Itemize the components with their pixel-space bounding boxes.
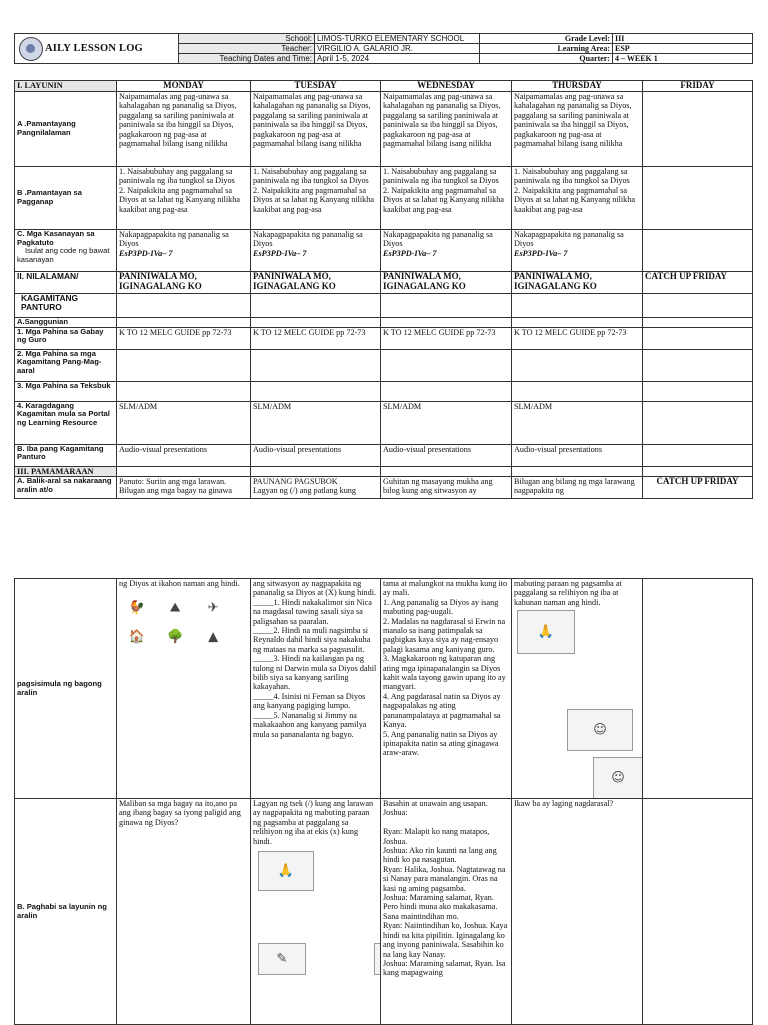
row-label: B. Iba pang Kagamitang Panturo xyxy=(15,444,117,466)
empty-cell xyxy=(512,466,643,476)
day-thursday: THURSDAY xyxy=(512,81,643,92)
content-text: PANINIWALA MO, IGINAGALANG KO xyxy=(117,272,251,294)
empty-cell xyxy=(251,466,381,476)
balik-aral-continued-row xyxy=(15,579,753,799)
family-picture: ☺ xyxy=(593,757,642,799)
picture-grid xyxy=(119,625,248,651)
cell-text: K TO 12 MELC GUIDE pp 72-73 xyxy=(117,327,251,349)
mountain-icon: ▲ xyxy=(208,629,219,645)
cell-text: Audio-visual presentations xyxy=(251,444,381,466)
cell-text: K TO 12 MELC GUIDE pp 72-73 xyxy=(251,327,381,349)
empty-cell xyxy=(251,294,381,318)
tuesday-cell: ang sitwasyon ay nagpapakita ng pananalig sa Diyos at (X) kung hindi. _____1. Hindi nakakalimot sin Nica na magdasal tuwing sasali siya sa paligsahan sa paaralan. _____2. Hindi na muli nagsimba si Reynaldo dahil hindi siya nakakuha ng mataas na marka sa pagsusulit. _____3. Hindi na kailangan pa ng tulong ni Darwin mula sa Diyos dahil bilib siya sa kanyang sariling kakayahan. _____4. Isinisi ni Fernan sa Diyos ang kanyang pagiging lumpo. _____5. Nananalig si Jimmy na makakaahon ang kanyang pamilya mula sa pananalanta ng bagyo. xyxy=(251,579,381,799)
row-label: 2. Mga Pahina sa mga Kagamitang Pang-Mag- aaral xyxy=(15,349,117,381)
row-label: A .Pamantayang Pangnilalaman xyxy=(15,92,117,167)
row-label: B. Paghabi sa layunin ng aralin xyxy=(15,799,117,1025)
day-monday: MONDAY xyxy=(117,81,251,92)
empty-cell xyxy=(117,318,251,328)
lesson-table-page-2 xyxy=(14,578,753,1025)
checklist-pictures xyxy=(253,846,378,996)
paghabi-row xyxy=(15,799,753,1025)
cell-text: Naipamamalas ang pag-unawa sa kahalagahan ng pananalig sa Diyos, paggalang sa sariling paniniwala at paniniwala sa iba hinggil sa Diyos, pagkakaroon ng pag-asa at pagmamahal bilang isang nilikha xyxy=(512,92,643,167)
quarter-value: 4 – WEEK 1 xyxy=(613,54,753,64)
skill-text: Nakapagpapakita ng pananalig sa Diyos xyxy=(253,230,363,249)
empty-cell xyxy=(512,318,643,328)
cell-text: K TO 12 MELC GUIDE pp 72-73 xyxy=(381,327,512,349)
area-value: ESP xyxy=(613,44,753,54)
row-label: KAGAMITANG PANTURO xyxy=(15,294,117,318)
cell-text: 1. Naisabubuhay ang paggalang sa paniniwala ng iba tungkol sa Diyos 2. Naipakikita ang pagmamahal sa Diyos at sa lahat ng Kanyang nilikha kaakibat ang pag-asa xyxy=(381,167,512,230)
cell-text: ng Diyos at ikahon naman ang hindi. xyxy=(119,579,240,588)
cell-text xyxy=(381,230,512,272)
empty-cell xyxy=(512,294,643,318)
empty-cell xyxy=(117,466,251,476)
catch-up-friday: CATCH UP FRIDAY xyxy=(643,272,753,294)
cell-text: mabuting paraan ng pagsamba at paggalang sa relihiyon ng iba at kahunan naman ang hindi. xyxy=(514,579,622,607)
empty-cell xyxy=(381,349,512,381)
empty-cell xyxy=(512,381,643,401)
cell-text: Ikaw ba ay laging nagdarasal? xyxy=(512,799,643,1025)
pamantayang-pangnilalaman-row xyxy=(15,92,753,167)
cell-text: Guhitan ng masayang mukha ang bilog kung ang sitwasyon ay xyxy=(381,477,512,499)
empty-cell xyxy=(643,230,753,272)
cell-text xyxy=(117,230,251,272)
row-label xyxy=(15,230,117,272)
row-label: A. Balik-aral sa nakaraang aralin at/o xyxy=(15,477,117,499)
empty-cell xyxy=(643,466,753,476)
cell-text: Audio-visual presentations xyxy=(381,444,512,466)
people-fighting-picture xyxy=(374,943,380,975)
cell-text: Bilugan ang bilang ng mga larawang nagpapakita ng xyxy=(512,477,643,499)
pamantayan-sa-pagganap-row xyxy=(15,167,753,230)
empty-cell xyxy=(117,349,251,381)
empty-cell xyxy=(381,381,512,401)
empty-cell xyxy=(381,294,512,318)
quarter-label: Quarter: xyxy=(480,54,613,64)
empty-cell xyxy=(381,318,512,328)
teksbuk-row xyxy=(15,381,753,401)
row-label: II. NILALAMAN/ xyxy=(15,272,117,294)
skill-code: EsP3PD-IVa– 7 xyxy=(383,248,437,258)
empty-cell xyxy=(381,466,512,476)
wednesday-cell: Basahin at unawain ang usapan. Joshua: Ryan: Malapit ko nang matapos, Joshua. Joshua: Ako rin kaunti na lang ang hindi ko pa nasagutan. Ryan: Halika, Joshua. Nagtatawag na si Nanay para manalangin. Oras na kasi ng aming pagsamba. Joshua: Maraming salamat, Ryan. Pero hindi muna ako makakasama. Sana maintindihan mo. Ryan: Naiintindihan ko, Joshua. Kaya hindi na kita pipilitin. Iginagalang ko ang inyong paniniwala. Sasabihin ko na lang kay Nanay. Joshua: Maraming salamat, Ryan. Isa kang mapagwaing xyxy=(381,799,512,1025)
family-praying-picture: 🙏 xyxy=(258,851,314,891)
layunin-heading: I. LAYUNIN xyxy=(15,81,117,92)
picture-area xyxy=(514,607,640,785)
empty-cell xyxy=(643,327,753,349)
content-text: PANINIWALA MO, IGINAGALANG KO xyxy=(381,272,512,294)
school-value: LIMOS-TURKO ELEMENTARY SCHOOL xyxy=(315,34,480,44)
catch-up-friday: CATCH UP FRIDAY xyxy=(643,477,753,499)
cell-text: 1. Naisabubuhay ang paggalang sa paniniwala ng iba tungkol sa Diyos 2. Naipakikita ang pagmamahal sa Diyos at sa lahat ng Kanyang nilikha kaakibat ang pag-asa xyxy=(117,167,251,230)
empty-cell xyxy=(643,349,753,381)
cell-text: PAUNANG PAGSUBOK Lagyan ng (/) ang patlang kung xyxy=(251,477,381,499)
iba-pang-kagamitan-row xyxy=(15,444,753,466)
tree-icon: 🌳 xyxy=(166,629,184,645)
lesson-table xyxy=(14,80,753,499)
day-friday: FRIDAY xyxy=(643,81,753,92)
empty-cell xyxy=(251,349,381,381)
kagamitang-pang-mag-aaral-row xyxy=(15,349,753,381)
grade-label: Grade Level: xyxy=(480,34,613,44)
cell-text: SLM/ADM xyxy=(251,401,381,444)
cell-text: Panuto: Suriin ang mga larawan. Bilugan ang mga bagay na ginawa xyxy=(117,477,251,499)
row-label: 3. Mga Pahina sa Teksbuk xyxy=(15,381,117,401)
cell-text xyxy=(251,230,381,272)
landscape-icon: ⛰ xyxy=(169,600,181,616)
pamamaraan-heading: III. PAMAMARAAN xyxy=(15,466,117,476)
cell-text: K TO 12 MELC GUIDE pp 72-73 xyxy=(512,327,643,349)
cell-text: Lagyan ng tsek (/) kung ang larawan ay nagpapakita ng mabuting paraan ng pagsamba at paggalang sa relihiyon ng iba at ekis (x) kung hindi. xyxy=(253,799,374,846)
header-table xyxy=(14,33,753,64)
nilalaman-row xyxy=(15,272,753,294)
teacher-value: VIRGILIO A. GALARIO JR. xyxy=(315,44,480,54)
row-label: pagsisimula ng bagong aralin xyxy=(15,579,117,799)
thursday-cell xyxy=(512,579,643,799)
cell-text: SLM/ADM xyxy=(117,401,251,444)
empty-cell xyxy=(643,167,753,230)
day-tuesday: TUESDAY xyxy=(251,81,381,92)
row-sublabel: Isulat ang code ng bawat kasanayan xyxy=(17,246,110,264)
tuesday-cell xyxy=(251,799,381,1025)
row-label: 1. Mga Pahina sa Gabay ng Guro xyxy=(15,327,117,349)
skill-code: EsP3PD-IVa– 7 xyxy=(119,248,173,258)
teacher-label: Teacher: xyxy=(179,44,315,54)
day-header-row xyxy=(15,81,753,92)
header-logo-cell xyxy=(15,34,179,64)
house-icon: 🏠 xyxy=(128,629,146,645)
kasanayan-row xyxy=(15,230,753,272)
cell-text: SLM/ADM xyxy=(381,401,512,444)
school-label: School: xyxy=(179,34,315,44)
picture-grid xyxy=(119,596,248,622)
hen-icon: 🐓 xyxy=(128,600,146,616)
airplane-icon: ✈ xyxy=(207,600,219,616)
cell-text: Audio-visual presentations xyxy=(512,444,643,466)
skill-code: EsP3PD-IVa– 7 xyxy=(514,248,568,258)
monday-cell xyxy=(117,579,251,799)
empty-cell xyxy=(643,294,753,318)
pamamaraan-row xyxy=(15,466,753,476)
empty-cell xyxy=(512,349,643,381)
empty-cell xyxy=(117,294,251,318)
karagdagang-kagamitan-row xyxy=(15,401,753,444)
skill-text: Nakapagpapakita ng pananalig sa Diyos xyxy=(514,230,624,249)
empty-cell xyxy=(643,381,753,401)
kagamitan-row xyxy=(15,294,753,318)
child-at-desk-picture: ✎ xyxy=(258,943,306,975)
cell-text: Audio-visual presentations xyxy=(117,444,251,466)
cell-text: Naipamamalas ang pag-unawa sa kahalagahan ng pananalig sa Diyos, paggalang sa sariling paniniwala at paniniwala sa iba hinggil sa Diyos, pagkakaroon ng pag-asa at pagmamahal bilang isang nilikha xyxy=(381,92,512,167)
cell-text: Maliban sa mga bagay na ito,ano pa ang ibang bagay sa iyong paligid ang ginawa ng Diyos? xyxy=(117,799,251,1025)
empty-cell xyxy=(643,318,753,328)
cell-text: 1. Naisabubuhay ang paggalang sa paniniwala ng iba tungkol sa Diyos 2. Naipakikita ang pagmamahal sa Diyos at sa lahat ng Kanyang nilikha kaakibat ang pag-asa xyxy=(251,167,381,230)
balik-aral-row xyxy=(15,477,753,499)
content-text: PANINIWALA MO, IGINAGALANG KO xyxy=(512,272,643,294)
day-wednesday: WEDNESDAY xyxy=(381,81,512,92)
wednesday-cell: tama at malungkot na mukha kung ito ay mali. 1. Ang pananalig sa Diyos ay isang mabuting pag-uugali. 2. Madalas na nagdarasal si Erwin na manalo sa isang patimpalak sa pagbigkas kaya siya ay nag-ensayo palagi kasama ang kaniyang guro. 3. Magkakaroon ng katuparan ang ating mga ipinapanalangin sa Diyos kahit wala tayong gawin upang ito ay mangyari. 4. Ang pagdarasal natin sa Diyos ay nagpapalakas ng ating pananampalataya at pagmamahal sa Kanya. 5. Ang pananalig natin sa Diyos ay ipinapakita natin sa ating ginagawa araw-araw. xyxy=(381,579,512,799)
row-label: B .Pamantayan sa Pagganap xyxy=(15,167,117,230)
cell-text: Naipamamalas ang pag-unawa sa kahalagahan ng pananalig sa Diyos, paggalang sa sariling paniniwala at paniniwala sa iba hinggil sa Diyos, pagkakaroon ng pag-asa at pagmamahal bilang isang nilikha xyxy=(251,92,381,167)
row-label-text: C. Mga Kasanayan sa Pagkatuto xyxy=(17,229,95,247)
empty-cell xyxy=(643,799,753,1025)
page-title: AILY LESSON LOG xyxy=(45,43,143,54)
dates-label: Teaching Dates and Time: xyxy=(179,54,315,64)
empty-cell xyxy=(251,318,381,328)
skill-code: EsP3PD-IVa– 7 xyxy=(253,248,307,258)
child-sleeping-picture: ☺ xyxy=(567,709,633,751)
row-label: A.Sanggunian xyxy=(15,318,117,328)
deped-seal-logo xyxy=(19,37,43,61)
skill-text: Nakapagpapakita ng pananalig sa Diyos xyxy=(383,230,493,249)
empty-cell xyxy=(643,401,753,444)
dates-value: April 1-5, 2024 xyxy=(315,54,480,64)
cell-text xyxy=(512,230,643,272)
children-praying-picture: 🙏 xyxy=(517,610,575,654)
empty-cell xyxy=(643,579,753,799)
empty-cell xyxy=(643,92,753,167)
empty-cell xyxy=(643,444,753,466)
sanggunian-row xyxy=(15,318,753,328)
content-text: PANINIWALA MO, IGINAGALANG KO xyxy=(251,272,381,294)
gabay-ng-guro-row xyxy=(15,327,753,349)
cell-text: SLM/ADM xyxy=(512,401,643,444)
cell-text: 1. Naisabubuhay ang paggalang sa paniniwala ng iba tungkol sa Diyos 2. Naipakikita ang pagmamahal sa Diyos at sa lahat ng Kanyang nilikha kaakibat ang pag-asa xyxy=(512,167,643,230)
skill-text: Nakapagpapakita ng pananalig sa Diyos xyxy=(119,230,229,249)
area-label: Learning Area: xyxy=(480,44,613,54)
grade-value: III xyxy=(613,34,753,44)
empty-cell xyxy=(117,381,251,401)
row-label: 4. Karagdagang Kagamitan mula sa Portal ng Learning Resource xyxy=(15,401,117,444)
cell-text: Naipamamalas ang pag-unawa sa kahalagahan ng pananalig sa Diyos, paggalang sa sariling paniniwala at paniniwala sa iba hinggil sa Diyos, pagkakaroon ng pag-asa at pagmamahal bilang isang nilikha xyxy=(117,92,251,167)
empty-cell xyxy=(251,381,381,401)
